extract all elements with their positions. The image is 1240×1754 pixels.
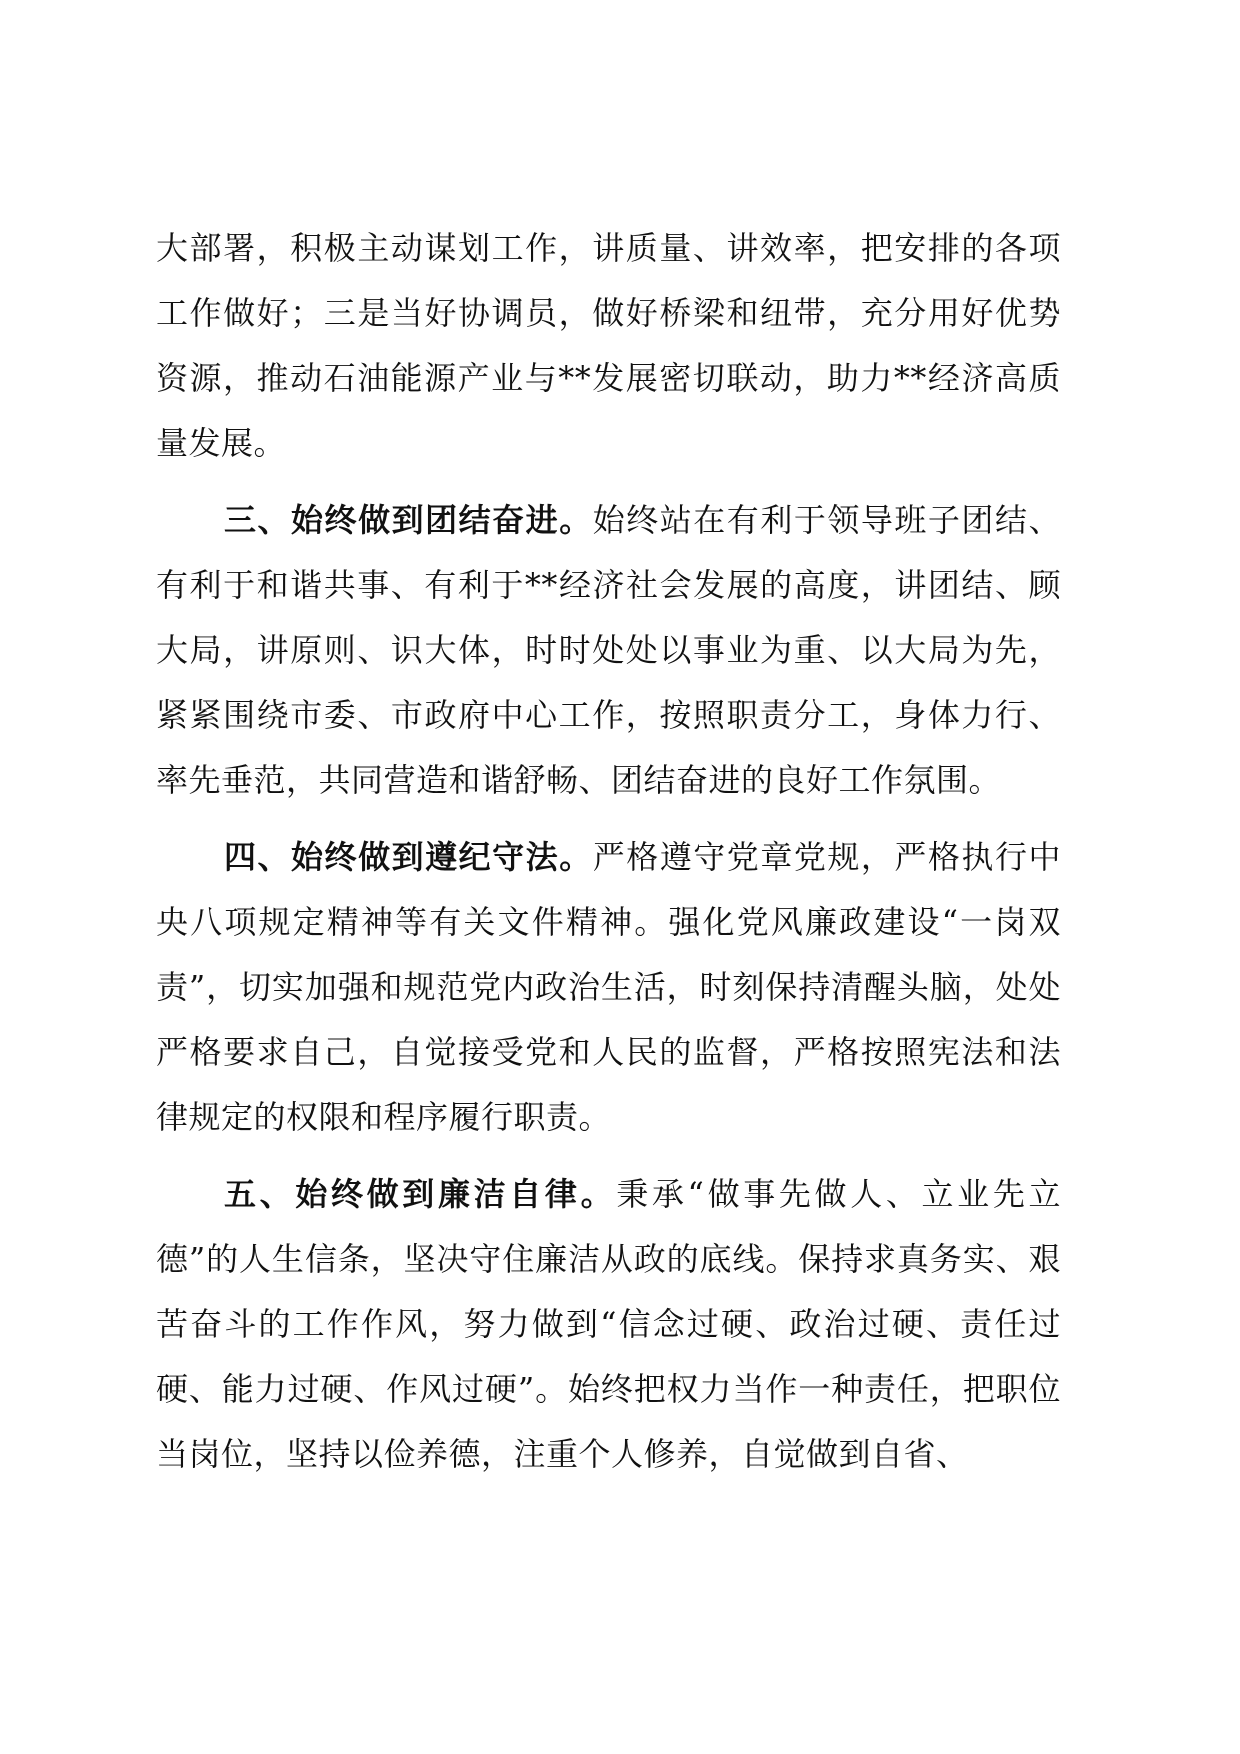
paragraph-text: 始终站在有利于领导班子团结、有利于和谐共事、有利于**经济社会发展的高度，讲团结、顾大局，讲原则、识大体，时时处处以事业为重、以大局为先，紧紧围绕市委、市政府中心工作，按照职责分工，身体力行、率先垂范，共同营造和谐舒畅、团结奋进的良好工作氛围。 <box>156 501 1061 799</box>
paragraph-continuation <box>156 216 1061 476</box>
paragraph-integrity <box>156 1162 1061 1487</box>
paragraph-heading: 五、始终做到廉洁自律。 <box>224 1175 617 1213</box>
paragraph-law <box>156 825 1061 1150</box>
paragraph-unity <box>156 488 1061 813</box>
paragraph-heading: 四、始终做到遵纪守法。 <box>224 838 593 876</box>
paragraph-text: 秉承“做事先做人、立业先立德”的人生信条，坚决守住廉洁从政的底线。保持求真务实、艰苦奋斗的工作作风，努力做到“信念过硬、政治过硬、责任过硬、能力过硬、作风过硬”。始终把权力当作一种责任，把职位当岗位，坚持以俭养德，注重个人修养，自觉做到自省、 <box>156 1175 1061 1473</box>
paragraph-text: 大部署，积极主动谋划工作，讲质量、讲效率，把安排的各项工作做好；三是当好协调员，做好桥梁和纽带，充分用好优势资源，推动石油能源产业与**发展密切联动，助力**经济高质量发展。 <box>156 229 1061 462</box>
paragraph-text: 严格遵守党章党规，严格执行中央八项规定精神等有关文件精神。强化党风廉政建设“一岗双责”，切实加强和规范党内政治生活，时刻保持清醒头脑，处处严格要求自己，自觉接受党和人民的监督，严格按照宪法和法律规定的权限和程序履行职责。 <box>156 838 1061 1136</box>
document-body <box>156 216 1061 1487</box>
paragraph-heading: 三、始终做到团结奋进。 <box>224 501 593 539</box>
